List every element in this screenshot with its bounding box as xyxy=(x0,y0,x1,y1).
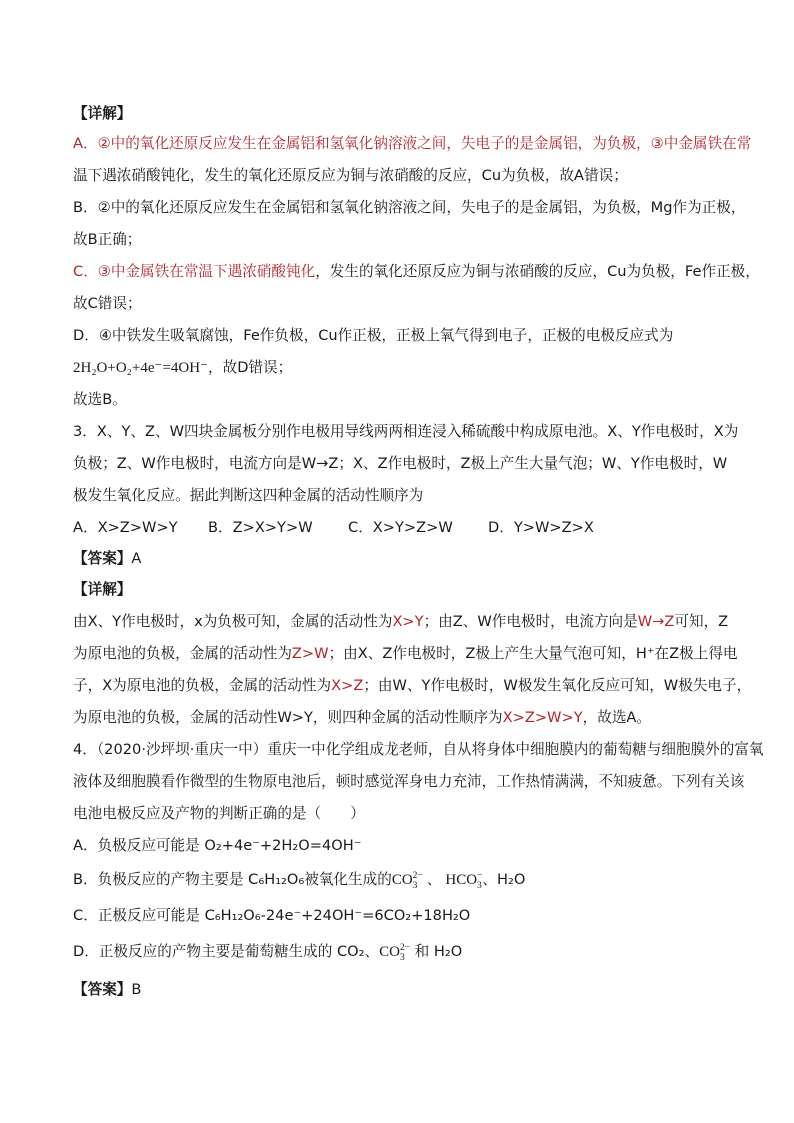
bicarbonate-ion: HCO − 3 xyxy=(445,870,483,891)
q3-explain-line2: 为原电池的负极，金属的活动性为Z>W；由X、Z作电极时，Z极上产生大量气泡可知，H⁺在Z极上得电 xyxy=(73,645,738,662)
q4-option-d: D．正极反应的产物主要是葡萄糖生成的 CO₂、CO 2− 3 和 H₂O xyxy=(73,942,463,963)
q4-option-b: B．负极反应的产物主要是 C₆H₁₂O₆被氧化生成的CO 2− 3 、 HCO − 3 、H₂O xyxy=(73,870,526,891)
q2-detail-tag: 【详解】 xyxy=(73,105,132,122)
q4-stem-line3: 电池电极反应及产物的判断正确的是（ ） xyxy=(73,805,365,822)
q3-detail-tag: 【详解】 xyxy=(73,581,132,598)
carbonate-ion: CO 2− 3 xyxy=(391,870,423,891)
q3-stem-line3: 极发生氧化反应。据此判断这四种金属的活动性顺序为 xyxy=(73,487,424,504)
q3-answer: 【答案】A xyxy=(73,550,142,567)
q2-option-b-line1: B．②中的氧化还原反应发生在金属铝和氢氧化钠溶液之间，失电子的是金属铝，为负极，Mg作为正极， xyxy=(73,199,746,216)
q3-explain-line4: 为原电池的负极，金属的活动性W>Y，则四种金属的活动性顺序为X>Z>W>Y，故选A。 xyxy=(73,709,651,726)
q2-option-b-line2: 故B正确； xyxy=(73,231,142,248)
q4-stem-line1: 4．（2020·沙坪坝·重庆一中）重庆一中化学组成龙老师，自从将身体中细胞膜内的葡萄糖与细胞膜外的富氧 xyxy=(73,741,764,758)
q2-option-d-line2: 2H₂O+O₂+4e⁻=4OH⁻，故D错误； xyxy=(73,359,293,376)
carbonate-ion: CO 2− 3 xyxy=(379,942,411,963)
q2-conclusion: 故选B。 xyxy=(73,391,127,408)
q2-option-c-line1: C．③中金属铁在常温下遇浓硝酸钝化，发生的氧化还原反应为铜与浓硝酸的反应，Cu为负极，Fe作正极， xyxy=(73,263,760,280)
q3-option-a: A．X>Z>W>Y xyxy=(73,519,178,536)
q2-option-c-line2: 故C错误； xyxy=(73,295,142,312)
q3-options xyxy=(73,518,594,538)
q3-option-b: B．Z>X>Y>W xyxy=(208,519,313,536)
q2-option-a-line2: 温下遇浓硝酸钝化，发生的氧化还原反应为铜与浓硝酸的反应，Cu为负极，故A错误； xyxy=(73,167,628,184)
q3-option-d: D．Y>W>Z>X xyxy=(488,519,594,536)
q4-stem-line2: 液体及细胞膜看作微型的生物原电池后，顿时感觉浑身电力充沛，工作热情满满，不知疲惫。下列有关该 xyxy=(73,773,745,790)
q3-stem-line1: 3．X、Y、Z、W四块金属板分别作电极用导线两两相连浸入稀硫酸中构成原电池。X、Y作电极时，X为 xyxy=(73,423,739,440)
q4-answer: 【答案】B xyxy=(73,981,142,998)
q3-explain-line1: 由X、Y作电极时，x为负极可知，金属的活动性为X>Y；由Z、W作电极时，电流方向是W→Z可知，Z xyxy=(73,613,729,630)
q3-option-c: C．X>Y>Z>W xyxy=(348,519,453,536)
q4-option-a: A．负极反应可能是 O₂+4e⁻+2H₂O=4OH⁻ xyxy=(73,837,362,854)
q2-option-d-line1: D．④中铁发生吸氧腐蚀，Fe作负极，Cu作正极，正极上氧气得到电子，正极的电极反应式为 xyxy=(73,327,674,344)
electrode-equation: 2H₂O+O₂+4e⁻=4OH⁻ xyxy=(73,360,208,376)
q2-option-a-line1: A．②中的氧化还原反应发生在金属铝和氢氧化钠溶液之间，失电子的是金属铝，为负极，③中金属铁在常 xyxy=(73,135,752,152)
q3-explain-line3: 子，X为原电池的负极，金属的活动性为X>Z；由W、Y作电极时，W极发生氧化反应可知，W极失电子， xyxy=(73,677,752,694)
q3-stem-line2: 负极；Z、W作电极时，电流方向是W→Z；X、Z作电极时，Z极上产生大量气泡；W、Y作电极时，W xyxy=(73,455,728,472)
q4-option-c: C．正极反应可能是 C₆H₁₂O₆-24e⁻+24OH⁻=6CO₂+18H₂O xyxy=(73,907,471,924)
